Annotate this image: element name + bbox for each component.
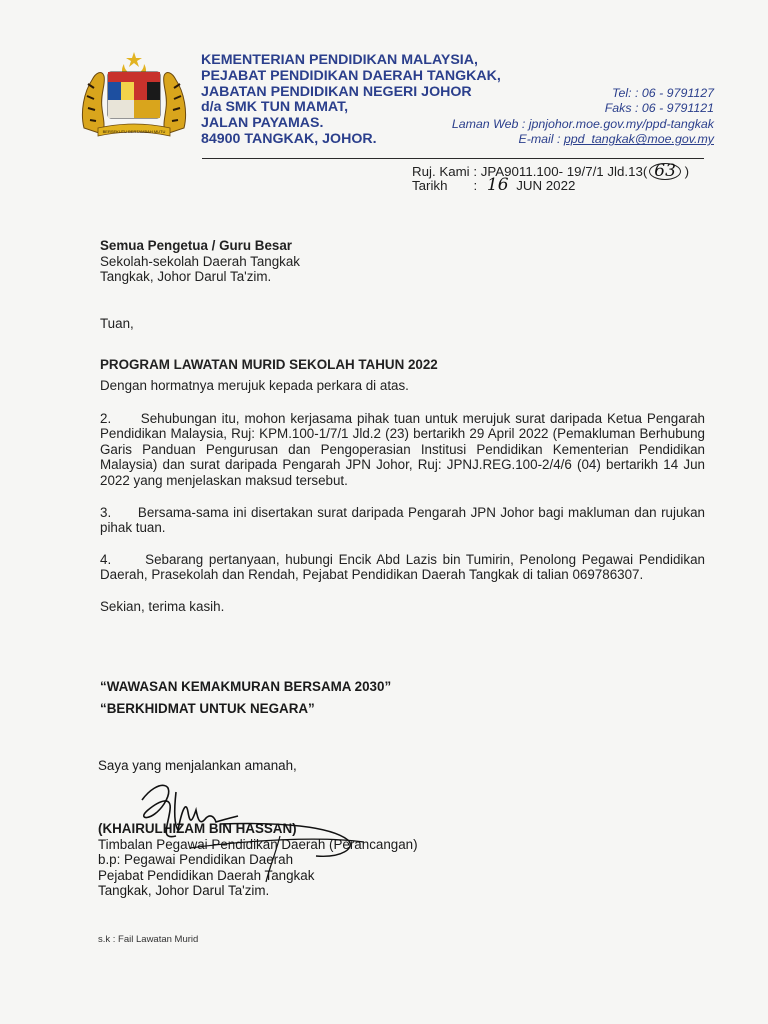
ref-handwritten-number: 63 [649,163,681,180]
website[interactable]: Laman Web : jpnjohor.moe.gov.my/ppd-tangkak [451,116,714,131]
signatory-place: Tangkak, Johor Darul Ta'zim. [98,883,270,899]
letter-body [100,238,709,615]
org-line: 84900 TANGKAK, JOHOR. [201,130,377,147]
reference-block [412,163,689,193]
signatory-bp: b.p: Pegawai Pendidikan Daerah [98,852,294,868]
org-line: JABATAN PENDIDIKAN NEGERI JOHOR [201,83,472,100]
org-line: d/a SMK TUN MAMAT, [201,99,349,116]
salutation: Tuan, [100,315,134,331]
recipient-line: Tangkak, Johor Darul Ta'zim. [100,269,272,285]
paragraph-3: 3. Bersama-sama ini disertakan surat daripada Pengarah JPN Johor bagi makluman dan rujukan pihak tuan. [100,504,709,536]
subject: PROGRAM LAWATAN MURID SEKOLAH TAHUN 2022 [100,357,438,373]
date-label: Tarikh [412,178,448,193]
telephone: Tel: : 06 - 9791127 [612,86,714,100]
signatory-office: Pejabat Pendidikan Daerah Tangkak [98,867,315,883]
copy-to: s.k : Fail Lawatan Murid [98,934,199,945]
closing: Sekian, terima kasih. [100,598,225,614]
paragraph-2: 2. Sehubungan itu, mohon kerjasama pihak tuan untuk merujuk surat daripada Ketua Pengarah Pendidikan Malaysia, Ruj: KPM.100-1/7/1 Jld.2 (23) bertarikh 29 April 2022 (Pemakluman Berhubung Garis Panduan Pengurusan dan Pengoperasian Institusi Pendidikan Kementerian Pendidikan Malaysia) dan surat daripada Pengarah JPN Johor, Ruj: JPNJ.REG.100-2/4/6 (04) bertarikh 14 Jun 2022 yang menjelaskan maksud tersebut. [100,410,709,488]
email-row [452,132,714,147]
ref-label: Ruj. Kami : JPA9011.100- 19/7/1 Jld.13( [412,164,648,179]
org-line: KEMENTERIAN PENDIDIKAN MALAYSIA, [201,52,478,68]
date-month-year: JUN 2022 [516,178,576,193]
paragraph-4: 4. Sebarang pertanyaan, hubungi Encik Abd Lazis bin Tumirin, Penolong Pegawai Pendidikan Daerah, Prasekolah dan Rendah, Pejabat Pendidikan Daerah Tangkak di talian 069786307. [100,551,709,583]
recipient-line: Sekolah-sekolah Daerah Tangkak [100,253,300,269]
recipient-title: Semua Pengetua / Guru Besar [100,238,292,253]
slogan-berkhidmat: “BERKHIDMAT UNTUK NEGARA” [100,701,315,716]
email-label: E-mail : [518,132,564,147]
signatory-block [98,821,418,899]
fax: Faks : 06 - 9791121 [604,101,714,116]
date-row [412,175,689,195]
contact-info [452,86,714,148]
signatory-name: (KHAIRULHIZAM BIN HASSAN) [98,821,297,836]
date-handwritten-day: 16 [486,175,509,195]
sign-intro: Saya yang menjalankan amanah, [98,758,297,773]
ref-close: ) [684,164,690,179]
government-crest-logo [78,50,190,142]
slogan-wawasan: “WAWASAN KEMAKMURAN BERSAMA 2030” [100,679,392,694]
org-line: PEJABAT PENDIDIKAN DAERAH TANGKAK, [201,67,501,84]
letterhead-divider [202,158,704,159]
org-line: JALAN PAYAMAS. [201,115,324,132]
paragraph-1: Dengan hormatnya merujuk kepada perkara di atas. [100,377,409,393]
reference-number-row [412,161,690,181]
crest-motto: BERSEKUTU BERTAMBAH MUTU [102,129,166,134]
signatory-title: Timbalan Pegawai Pendidikan Daerah (Perancangan) [98,836,418,852]
email-link[interactable]: ppd_tangkak@moe.gov.my [563,132,714,147]
date-sep: : [473,178,478,193]
